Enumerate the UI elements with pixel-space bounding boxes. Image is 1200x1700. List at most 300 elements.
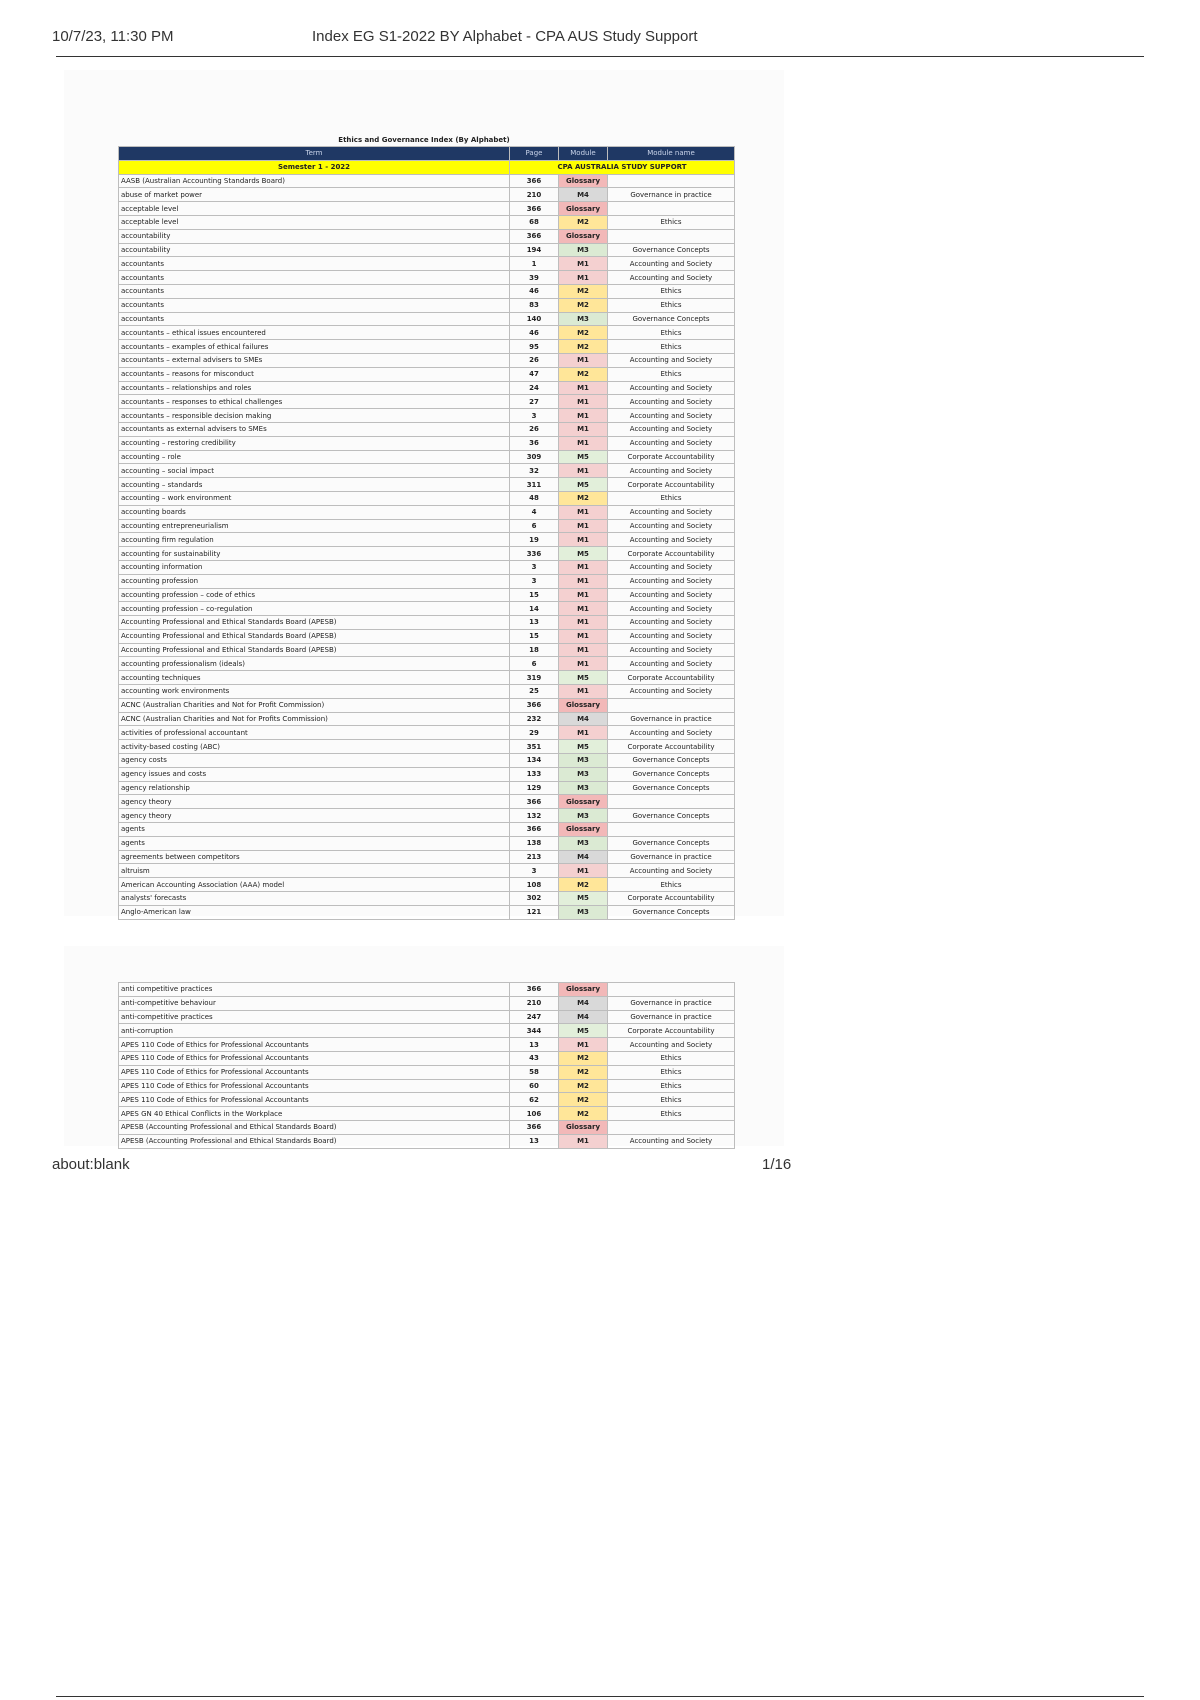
page-cell: 121 (510, 905, 559, 919)
page-cell: 302 (510, 892, 559, 906)
page-cell: 15 (510, 629, 559, 643)
term-cell: accountants (119, 284, 510, 298)
table-row (119, 892, 735, 906)
term-cell: accounting profession – code of ethics (119, 588, 510, 602)
term-cell: accountants – responses to ethical challenges (119, 395, 510, 409)
module-cell: M4 (559, 996, 608, 1010)
module-cell: M3 (559, 836, 608, 850)
term-cell: Anglo-American law (119, 905, 510, 919)
table-row (119, 505, 735, 519)
module-cell: M1 (559, 574, 608, 588)
module-cell: M1 (559, 1134, 608, 1148)
table-row (119, 836, 735, 850)
semester-banner-row (119, 160, 735, 174)
module-cell: M3 (559, 905, 608, 919)
module-cell: M5 (559, 478, 608, 492)
term-cell: altruism (119, 864, 510, 878)
module-name-cell: Ethics (608, 284, 735, 298)
module-cell: M1 (559, 657, 608, 671)
page-cell: 36 (510, 436, 559, 450)
module-cell: M3 (559, 243, 608, 257)
table-row (119, 395, 735, 409)
table-row (119, 1134, 735, 1148)
term-cell: agents (119, 836, 510, 850)
page-cell: 39 (510, 271, 559, 285)
column-header-term: Term (119, 147, 510, 161)
column-header-module-name: Module name (608, 147, 735, 161)
term-cell: accounting professionalism (ideals) (119, 657, 510, 671)
module-name-cell: Governance Concepts (608, 243, 735, 257)
module-name-cell: Accounting and Society (608, 602, 735, 616)
page-cell: 210 (510, 188, 559, 202)
module-cell: M1 (559, 685, 608, 699)
module-cell: M2 (559, 1093, 608, 1107)
module-name-cell: Governance Concepts (608, 905, 735, 919)
module-cell: M3 (559, 312, 608, 326)
module-name-cell: Accounting and Society (608, 533, 735, 547)
module-cell: M1 (559, 533, 608, 547)
term-cell: APES 110 Code of Ethics for Professional Accountants (119, 1079, 510, 1093)
module-name-cell: Accounting and Society (608, 505, 735, 519)
module-cell: M1 (559, 616, 608, 630)
term-cell: agency theory (119, 795, 510, 809)
module-cell: Glossary (559, 174, 608, 188)
module-name-cell: Corporate Accountability (608, 478, 735, 492)
index-table-continued (118, 982, 735, 1149)
module-name-cell: Accounting and Society (608, 1038, 735, 1052)
index-table (118, 146, 735, 920)
module-cell: M5 (559, 671, 608, 685)
page-cell: 311 (510, 478, 559, 492)
table-row (119, 754, 735, 768)
table-row (119, 671, 735, 685)
module-name-cell (608, 229, 735, 243)
table-row (119, 740, 735, 754)
page-cell: 60 (510, 1079, 559, 1093)
page-cell: 138 (510, 836, 559, 850)
module-cell: M1 (559, 643, 608, 657)
module-name-cell: Governance Concepts (608, 781, 735, 795)
table-row (119, 560, 735, 574)
module-name-cell: Corporate Accountability (608, 1024, 735, 1038)
term-cell: APES GN 40 Ethical Conflicts in the Workplace (119, 1107, 510, 1121)
print-date: 10/7/23, 11:30 PM (52, 28, 174, 45)
table-row (119, 781, 735, 795)
module-cell: M2 (559, 1065, 608, 1079)
module-cell: M1 (559, 436, 608, 450)
page-cell: 232 (510, 712, 559, 726)
module-name-cell: Accounting and Society (608, 422, 735, 436)
module-name-cell: Accounting and Society (608, 560, 735, 574)
term-cell: agency relationship (119, 781, 510, 795)
module-cell: M1 (559, 726, 608, 740)
module-name-cell: Accounting and Society (608, 616, 735, 630)
module-cell: M1 (559, 353, 608, 367)
module-cell: M1 (559, 1038, 608, 1052)
module-name-cell (608, 1120, 735, 1134)
module-name-cell: Governance Concepts (608, 754, 735, 768)
module-cell: M1 (559, 464, 608, 478)
page-cell: 13 (510, 616, 559, 630)
module-cell: Glossary (559, 229, 608, 243)
term-cell: accountants (119, 298, 510, 312)
module-name-cell: Accounting and Society (608, 588, 735, 602)
term-cell: AASB (Australian Accounting Standards Board) (119, 174, 510, 188)
semester-label: Semester 1 - 2022 (119, 160, 510, 174)
term-cell: accountants – examples of ethical failures (119, 340, 510, 354)
column-header-row (119, 147, 735, 161)
term-cell: accounting – work environment (119, 491, 510, 505)
module-name-cell: Ethics (608, 1107, 735, 1121)
term-cell: APESB (Accounting Professional and Ethical Standards Board) (119, 1134, 510, 1148)
term-cell: agency theory (119, 809, 510, 823)
term-cell: accounting profession – co-regulation (119, 602, 510, 616)
page-cell: 27 (510, 395, 559, 409)
table-row (119, 629, 735, 643)
page-cell: 14 (510, 602, 559, 616)
term-cell: APES 110 Code of Ethics for Professional Accountants (119, 1065, 510, 1079)
module-name-cell: Accounting and Society (608, 257, 735, 271)
page-cell: 32 (510, 464, 559, 478)
module-name-cell: Accounting and Society (608, 271, 735, 285)
module-name-cell: Accounting and Society (608, 726, 735, 740)
term-cell: accountants (119, 312, 510, 326)
module-cell: M1 (559, 588, 608, 602)
column-header-page: Page (510, 147, 559, 161)
term-cell: accounting for sustainability (119, 547, 510, 561)
module-name-cell: Governance in practice (608, 188, 735, 202)
page-cell: 83 (510, 298, 559, 312)
page-cell: 366 (510, 823, 559, 837)
table-row (119, 284, 735, 298)
module-name-cell: Accounting and Society (608, 395, 735, 409)
page-cell: 140 (510, 312, 559, 326)
term-cell: Accounting Professional and Ethical Standards Board (APESB) (119, 643, 510, 657)
module-cell: M2 (559, 491, 608, 505)
module-cell: Glossary (559, 983, 608, 997)
table-row (119, 1010, 735, 1024)
page-cell: 366 (510, 795, 559, 809)
page-cell: 47 (510, 367, 559, 381)
term-cell: accountants as external advisers to SMEs (119, 422, 510, 436)
term-cell: accountants (119, 271, 510, 285)
index-sheet-block-1 (118, 134, 730, 920)
table-row (119, 1120, 735, 1134)
page-cell: 68 (510, 215, 559, 229)
term-cell: activities of professional accountant (119, 726, 510, 740)
page-cell: 129 (510, 781, 559, 795)
table-row (119, 464, 735, 478)
module-cell: M2 (559, 367, 608, 381)
module-name-cell: Ethics (608, 298, 735, 312)
term-cell: American Accounting Association (AAA) model (119, 878, 510, 892)
term-cell: ACNC (Australian Charities and Not for Profits Commission) (119, 712, 510, 726)
page-cell: 1 (510, 257, 559, 271)
table-row (119, 229, 735, 243)
term-cell: APES 110 Code of Ethics for Professional Accountants (119, 1051, 510, 1065)
table-row (119, 657, 735, 671)
footer-page-number: 1/16 (762, 1156, 792, 1173)
term-cell: accountants – reasons for misconduct (119, 367, 510, 381)
term-cell: APESB (Accounting Professional and Ethical Standards Board) (119, 1120, 510, 1134)
footer-url: about:blank (52, 1156, 130, 1173)
term-cell: accountants – external advisers to SMEs (119, 353, 510, 367)
module-name-cell (608, 795, 735, 809)
term-cell: accounting entrepreneurialism (119, 519, 510, 533)
page-cell: 213 (510, 850, 559, 864)
module-name-cell: Ethics (608, 340, 735, 354)
module-name-cell: Governance in practice (608, 850, 735, 864)
module-cell: M1 (559, 422, 608, 436)
module-cell: M1 (559, 381, 608, 395)
page-cell: 106 (510, 1107, 559, 1121)
term-cell: agreements between competitors (119, 850, 510, 864)
module-cell: M5 (559, 450, 608, 464)
table-row (119, 519, 735, 533)
page-cell: 366 (510, 174, 559, 188)
page-cell: 247 (510, 1010, 559, 1024)
module-cell: M3 (559, 809, 608, 823)
table-row (119, 726, 735, 740)
module-name-cell: Accounting and Society (608, 643, 735, 657)
module-cell: M3 (559, 767, 608, 781)
table-row (119, 602, 735, 616)
page-cell: 366 (510, 202, 559, 216)
module-cell: Glossary (559, 202, 608, 216)
table-row (119, 381, 735, 395)
module-name-cell: Accounting and Society (608, 464, 735, 478)
page-cell: 134 (510, 754, 559, 768)
page-cell: 62 (510, 1093, 559, 1107)
term-cell: analysts' forecasts (119, 892, 510, 906)
module-name-cell: Ethics (608, 1051, 735, 1065)
table-row (119, 1024, 735, 1038)
module-name-cell: Ethics (608, 215, 735, 229)
module-name-cell: Corporate Accountability (608, 671, 735, 685)
module-name-cell: Accounting and Society (608, 864, 735, 878)
module-cell: M2 (559, 1107, 608, 1121)
page-cell: 15 (510, 588, 559, 602)
module-cell: M5 (559, 740, 608, 754)
table-row (119, 616, 735, 630)
table-row (119, 1065, 735, 1079)
term-cell: accounting – standards (119, 478, 510, 492)
table-row (119, 574, 735, 588)
module-cell: M1 (559, 519, 608, 533)
term-cell: accounting techniques (119, 671, 510, 685)
term-cell: anti-competitive behaviour (119, 996, 510, 1010)
module-name-cell: Ethics (608, 1079, 735, 1093)
table-row (119, 795, 735, 809)
module-name-cell (608, 174, 735, 188)
module-cell: M3 (559, 754, 608, 768)
term-cell: accountability (119, 229, 510, 243)
module-cell: M2 (559, 340, 608, 354)
page-cell: 6 (510, 519, 559, 533)
table-row (119, 878, 735, 892)
table-row (119, 533, 735, 547)
table-row (119, 409, 735, 423)
table-row (119, 243, 735, 257)
page-cell: 3 (510, 574, 559, 588)
page-cell: 58 (510, 1065, 559, 1079)
table-row (119, 188, 735, 202)
table-row (119, 353, 735, 367)
page-cell: 6 (510, 657, 559, 671)
table-row (119, 1079, 735, 1093)
table-row (119, 1038, 735, 1052)
page-cell: 344 (510, 1024, 559, 1038)
table-row (119, 850, 735, 864)
term-cell: accounting – social impact (119, 464, 510, 478)
module-cell: M2 (559, 298, 608, 312)
module-cell: M1 (559, 409, 608, 423)
page-cell: 351 (510, 740, 559, 754)
term-cell: accounting – restoring credibility (119, 436, 510, 450)
term-cell: ACNC (Australian Charities and Not for Profit Commission) (119, 698, 510, 712)
module-cell: M1 (559, 271, 608, 285)
module-cell: M2 (559, 215, 608, 229)
page-cell: 26 (510, 353, 559, 367)
page-cell: 3 (510, 409, 559, 423)
module-cell: M1 (559, 505, 608, 519)
term-cell: anti competitive practices (119, 983, 510, 997)
module-name-cell: Accounting and Society (608, 353, 735, 367)
term-cell: abuse of market power (119, 188, 510, 202)
module-name-cell: Ethics (608, 326, 735, 340)
term-cell: agency costs (119, 754, 510, 768)
module-cell: Glossary (559, 1120, 608, 1134)
page-cell: 29 (510, 726, 559, 740)
table-row (119, 1107, 735, 1121)
module-name-cell: Accounting and Society (608, 519, 735, 533)
page-cell: 366 (510, 1120, 559, 1134)
term-cell: anti-competitive practices (119, 1010, 510, 1024)
table-row (119, 215, 735, 229)
page-cell: 210 (510, 996, 559, 1010)
table-row (119, 367, 735, 381)
table-row (119, 823, 735, 837)
page-cell: 133 (510, 767, 559, 781)
study-support-banner: CPA AUSTRALIA STUDY SUPPORT (510, 160, 735, 174)
table-row (119, 436, 735, 450)
table-row (119, 174, 735, 188)
index-sheet-block-2 (118, 982, 730, 1149)
module-name-cell: Ethics (608, 878, 735, 892)
table-row (119, 202, 735, 216)
module-name-cell: Corporate Accountability (608, 740, 735, 754)
page-cell: 194 (510, 243, 559, 257)
term-cell: APES 110 Code of Ethics for Professional Accountants (119, 1093, 510, 1107)
table-row (119, 809, 735, 823)
term-cell: accounting profession (119, 574, 510, 588)
module-name-cell: Governance Concepts (608, 767, 735, 781)
page-cell: 3 (510, 560, 559, 574)
module-name-cell: Accounting and Society (608, 629, 735, 643)
term-cell: accountability (119, 243, 510, 257)
module-cell: M5 (559, 547, 608, 561)
table-row (119, 450, 735, 464)
module-name-cell: Accounting and Society (608, 436, 735, 450)
term-cell: accounting firm regulation (119, 533, 510, 547)
module-cell: M4 (559, 850, 608, 864)
module-cell: M5 (559, 892, 608, 906)
module-name-cell: Accounting and Society (608, 381, 735, 395)
module-cell: M2 (559, 284, 608, 298)
table-row (119, 491, 735, 505)
table-row (119, 422, 735, 436)
term-cell: accounting boards (119, 505, 510, 519)
module-name-cell: Corporate Accountability (608, 450, 735, 464)
table-row (119, 983, 735, 997)
module-cell: Glossary (559, 698, 608, 712)
module-name-cell: Corporate Accountability (608, 547, 735, 561)
term-cell: accounting – role (119, 450, 510, 464)
module-cell: Glossary (559, 823, 608, 837)
table-row (119, 478, 735, 492)
module-name-cell: Accounting and Society (608, 1134, 735, 1148)
term-cell: accountants – ethical issues encountered (119, 326, 510, 340)
page-cell: 19 (510, 533, 559, 547)
page-cell: 309 (510, 450, 559, 464)
module-cell: M1 (559, 257, 608, 271)
module-name-cell: Accounting and Society (608, 657, 735, 671)
table-row (119, 643, 735, 657)
page-cell: 48 (510, 491, 559, 505)
module-cell: Glossary (559, 795, 608, 809)
table-row (119, 312, 735, 326)
term-cell: accountants – responsible decision making (119, 409, 510, 423)
page-cell: 95 (510, 340, 559, 354)
table-body-2 (119, 983, 735, 1149)
module-name-cell: Governance in practice (608, 996, 735, 1010)
module-cell: M4 (559, 712, 608, 726)
module-name-cell: Corporate Accountability (608, 892, 735, 906)
page-cell: 46 (510, 326, 559, 340)
module-name-cell: Accounting and Society (608, 409, 735, 423)
module-name-cell: Governance Concepts (608, 312, 735, 326)
term-cell: agency issues and costs (119, 767, 510, 781)
module-name-cell: Ethics (608, 1065, 735, 1079)
module-name-cell: Governance in practice (608, 1010, 735, 1024)
table-row (119, 271, 735, 285)
term-cell: activity-based costing (ABC) (119, 740, 510, 754)
term-cell: acceptable level (119, 215, 510, 229)
term-cell: accounting information (119, 560, 510, 574)
module-name-cell (608, 202, 735, 216)
page-cell: 366 (510, 983, 559, 997)
module-name-cell: Accounting and Society (608, 685, 735, 699)
table-body-1 (119, 174, 735, 919)
table-row (119, 712, 735, 726)
header-rule (56, 56, 1144, 57)
table-row (119, 698, 735, 712)
page-cell: 4 (510, 505, 559, 519)
page-cell: 43 (510, 1051, 559, 1065)
page-cell: 46 (510, 284, 559, 298)
term-cell: Accounting Professional and Ethical Standards Board (APESB) (119, 616, 510, 630)
term-cell: APES 110 Code of Ethics for Professional Accountants (119, 1038, 510, 1052)
table-row (119, 326, 735, 340)
module-name-cell: Ethics (608, 491, 735, 505)
page-cell: 336 (510, 547, 559, 561)
module-cell: M2 (559, 326, 608, 340)
page-cell: 13 (510, 1038, 559, 1052)
module-name-cell: Governance Concepts (608, 809, 735, 823)
module-name-cell: Ethics (608, 1093, 735, 1107)
table-row (119, 905, 735, 919)
module-cell: M1 (559, 864, 608, 878)
